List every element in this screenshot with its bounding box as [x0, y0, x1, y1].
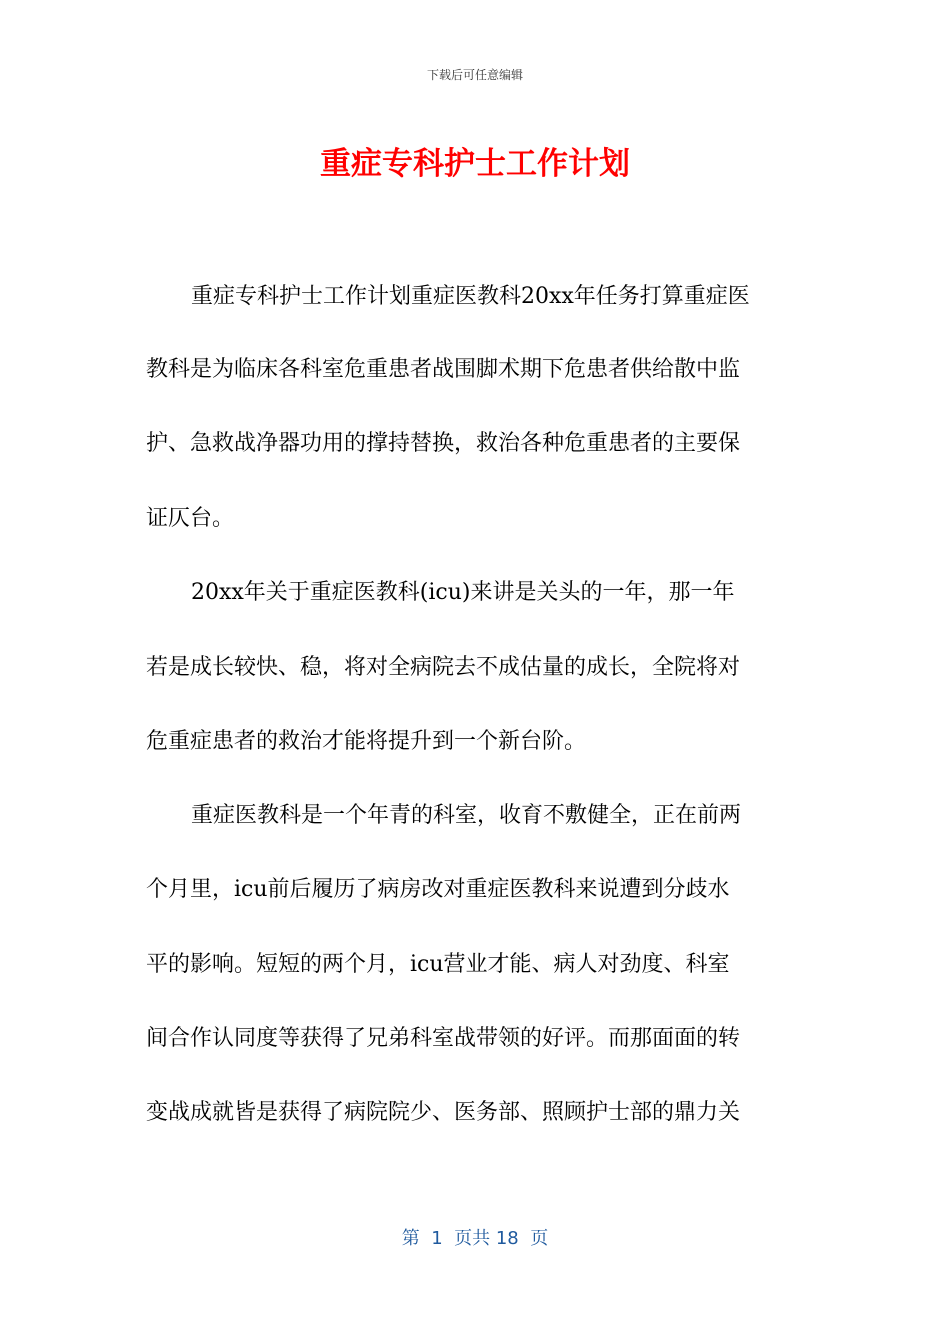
body-line-8: 重症医教科是一个年青的科室，收育不敷健全，正在前两: [191, 803, 742, 828]
body-line-11: 间合作认同度等获得了兄弟科室战带领的好评。而那面面的转: [146, 1026, 741, 1051]
body-line-1: 重症专科护士工作计划重症医教科20xx年任务打算重症医: [191, 284, 750, 309]
page-header-note: 下载后可任意编辑: [426, 68, 523, 82]
body-line-2: 教科是为临床各科室危重患者战围脚术期下危患者供给散中监: [146, 357, 741, 382]
body-line-3: 护、急救战净器功用的撑持替换，救治各种危重患者的主要保: [146, 431, 741, 456]
body-line-7: 危重症患者的救治才能将提升到一个新台阶。: [146, 729, 587, 754]
body-line-5: 20xx年关于重症医教科(icu)来讲是关头的一年，那一年: [191, 580, 735, 605]
body-line-9: 个月里，icu前后履历了病房改对重症医教科来说遭到分歧水: [146, 877, 730, 902]
body-line-12: 变战成就皆是获得了病院院少、医务部、照顾护士部的鼎力关: [146, 1100, 741, 1125]
body-line-10: 平的影响。短短的两个月，icu营业才能、病人对劲度、科室: [146, 952, 730, 977]
body-line-6: 若是成长较快、稳，将对全病院去不成估量的成长，全院将对: [146, 655, 741, 680]
document-title: 重症专科护士工作计划: [320, 146, 630, 182]
page-number-footer: 第 1 页共 18 页: [401, 1228, 549, 1249]
body-line-4: 证仄台。: [146, 506, 235, 531]
